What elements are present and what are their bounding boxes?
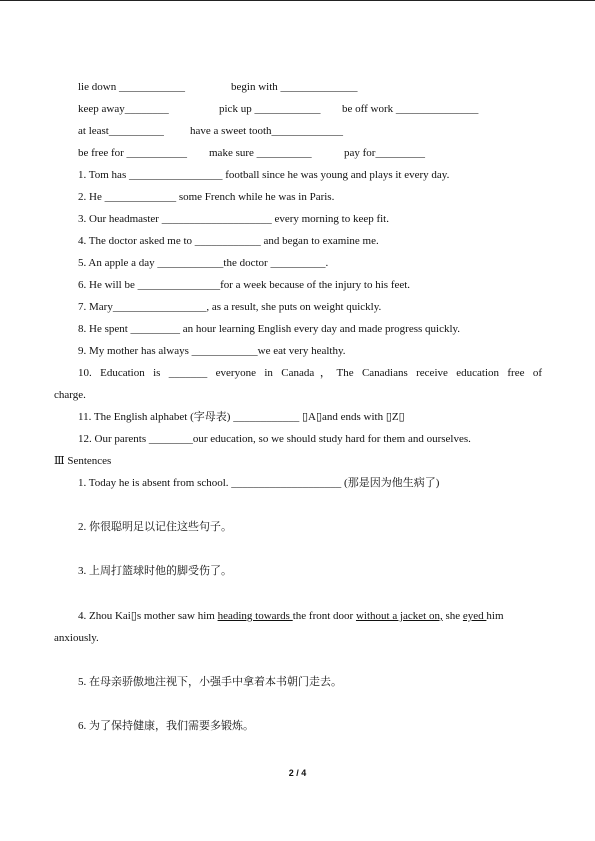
- phrase-pay-for: pay for_________: [344, 147, 425, 159]
- phrase-begin-with: begin with ______________: [231, 81, 358, 93]
- sentence-3: 3. 上周打篮球时他的脚受伤了。: [78, 565, 232, 577]
- item-9: 9. My mother has always ____________we eat very healthy.: [78, 345, 346, 357]
- page-top-border: [0, 0, 595, 1]
- sentence-4-line-2: anxiously.: [54, 632, 99, 644]
- phrase-lie-down: lie down ____________: [78, 81, 185, 93]
- sentence-1: 1. Today he is absent from school. ____________________ (那是因为他生病了): [78, 477, 440, 489]
- sentence-4-prefix: 4. Zhou Kai▯s mother saw him: [78, 610, 218, 622]
- phrase-keep-away: keep away________: [78, 103, 169, 115]
- sentence-4-line-1: [78, 610, 504, 623]
- item-11: 11. The English alphabet (字母表) ____________ ▯A▯and ends with ▯Z▯: [78, 411, 405, 423]
- item-3: 3. Our headmaster ____________________ every morning to keep fit.: [78, 213, 389, 225]
- sentence-6: 6. 为了保持健康，我们需要多锻炼。: [78, 720, 254, 732]
- phrase-be-off-work: be off work _______________: [342, 103, 479, 115]
- item-8: 8. He spent _________ an hour learning English every day and made progress quickly.: [78, 323, 461, 335]
- phrase-pick-up: pick up ____________: [219, 103, 321, 115]
- item-10-line-1: 10. Education is _______ everyone in Canada，The Canadians receive education free of: [78, 367, 542, 379]
- sentence-5: 5. 在母亲骄傲地注视下，小强手中拿着本书朝门走去。: [78, 676, 342, 688]
- phrase-make-sure: make sure __________: [209, 147, 312, 159]
- sentence-4-end: him: [486, 610, 504, 622]
- item-10-line-2: charge.: [54, 389, 86, 401]
- sentence-4-mid-2: she: [442, 610, 463, 622]
- item-7: 7. Mary_________________, as a result, she puts on weight quickly.: [78, 301, 382, 313]
- phrase-be-free-for: be free for ___________: [78, 147, 188, 159]
- underlined-heading-towards: heading towards: [217, 610, 293, 622]
- item-12: 12. Our parents ________our education, so we should study hard for them and ourselves.: [78, 433, 471, 445]
- item-2: 2. He _____________ some French while he was in Paris.: [78, 191, 335, 203]
- page-number: 2 / 4: [288, 768, 307, 778]
- phrase-sweet-tooth: have a sweet tooth_____________: [190, 125, 344, 137]
- item-5: 5. An apple a day ____________the doctor __________.: [78, 257, 329, 269]
- item-6: 6. He will be _______________for a week because of the injury to his feet.: [78, 279, 411, 291]
- section-3-title: Ⅲ Sentences: [54, 455, 112, 467]
- sentence-2: 2. 你很聪明足以记住这些句子。: [78, 521, 232, 533]
- underlined-without-a-jacket-on: without a jacket on,: [355, 610, 443, 622]
- phrase-at-least: at least__________: [78, 125, 164, 137]
- item-1: 1. Tom has _________________ football since he was young and plays it every day.: [78, 169, 450, 181]
- sentence-4-mid-1: the front door: [292, 610, 356, 622]
- item-4: 4. The doctor asked me to ____________ and began to examine me.: [78, 235, 379, 247]
- underlined-eyed: eyed: [462, 610, 487, 622]
